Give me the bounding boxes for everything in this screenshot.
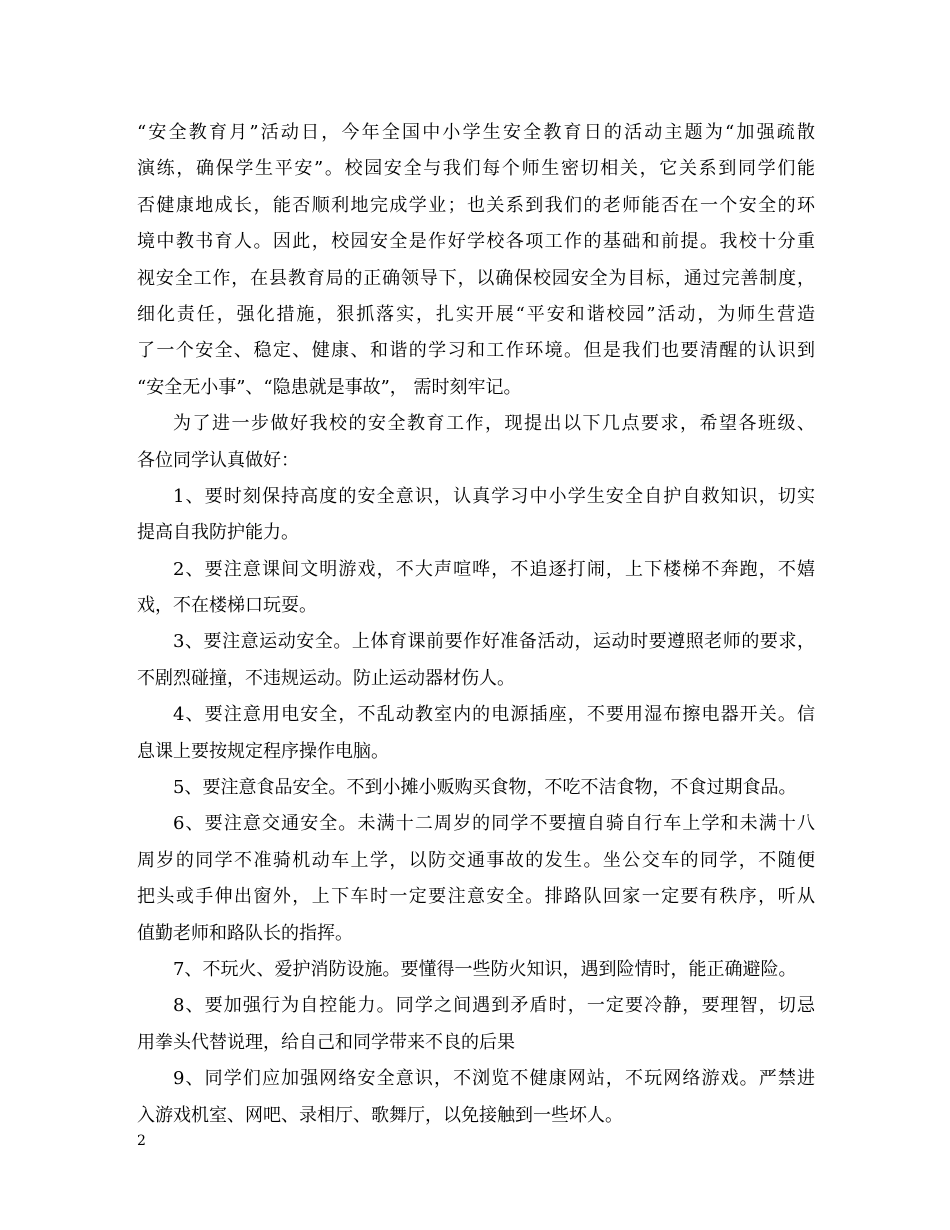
text-line: 3、要注意运动安全。上体育课前要作好准备活动，运动时要遵照老师的要求， [173, 631, 815, 653]
text-line: 周岁的同学不准骑机动车上学，以防交通事故的发生。坐公交车的同学，不随便 [137, 849, 815, 871]
text-line: 6、要注意交通安全。未满十二周岁的同学不要擅自骑自行车上学和未满十八 [173, 813, 815, 835]
text-line: 息课上要按规定程序操作电脑。 [137, 740, 389, 762]
text-line: 各位同学认真做好： [137, 449, 299, 471]
text-line: 8、要加强行为自控能力。同学之间遇到矛盾时，一定要冷静，要理智，切忌 [173, 995, 815, 1017]
text-line: 值勤老师和路队长的指挥。 [137, 922, 353, 944]
text-line: 9、同学们应加强网络安全意识，不浏览不健康网站，不玩网络游戏。严禁进 [173, 1068, 815, 1090]
document-body [137, 115, 815, 1134]
text-line: 用拳头代替说理，给自己和同学带来不良的后果 [137, 1031, 515, 1053]
text-line: 为了进一步做好我校的安全教育工作，现提出以下几点要求，希望各班级、 [173, 413, 815, 435]
text-line: 5、要注意食品安全。不到小摊小贩购买食物，不吃不洁食物，不食过期食品。 [173, 777, 797, 799]
text-line: 把头或手伸出窗外，上下车时一定要注意安全。排路队回家一定要有秩序，听从 [137, 886, 815, 908]
text-line: 提高自我防护能力。 [137, 522, 299, 544]
text-line: 戏，不在楼梯口玩耍。 [137, 595, 317, 617]
text-line: 了一个安全、稳定、健康、和谐的学习和工作环境。但是我们也要清醒的认识到 [137, 340, 815, 362]
text-line: 视安全工作，在县教育局的正确领导下，以确保校园安全为目标，通过完善制度， [137, 267, 815, 289]
text-line: 7、不玩火、爱护消防设施。要懂得一些防火知识，遇到险情时，能正确避险。 [173, 958, 797, 980]
text-line: 否健康地成长，能否顺利地完成学业；也关系到我们的老师能否在一个安全的环 [137, 194, 815, 216]
text-line: “安全无小事”、“隐患就是事故”， 需时刻牢记。 [137, 376, 522, 398]
text-line: 细化责任，强化措施，狠抓落实，扎实开展“平安和谐校园”活动，为师生营造 [137, 303, 815, 325]
text-line: 境中教书育人。因此，校园安全是作好学校各项工作的基础和前提。我校十分重 [137, 231, 815, 253]
page-number: 2 [137, 1133, 146, 1149]
text-line: 演练，确保学生平安”。校园安全与我们每个师生密切相关，它关系到同学们能 [137, 158, 815, 180]
text-line: 入游戏机室、网吧、录相厅、歌舞厅，以免接触到一些坏人。 [137, 1104, 623, 1126]
text-line: “安全教育月”活动日，今年全国中小学生安全教育日的活动主题为“加强疏散 [137, 122, 815, 143]
text-line: 1、要时刻保持高度的安全意识，认真学习中小学生安全自护自救知识，切实 [173, 485, 815, 507]
text-line: 4、要注意用电安全，不乱动教室内的电源插座，不要用湿布擦电器开关。信 [173, 704, 815, 726]
text-line: 不剧烈碰撞，不违规运动。防止运动器材伤人。 [137, 667, 515, 689]
text-line: 2、要注意课间文明游戏，不大声喧哗，不追逐打闹，上下楼梯不奔跑，不嬉 [173, 558, 815, 580]
